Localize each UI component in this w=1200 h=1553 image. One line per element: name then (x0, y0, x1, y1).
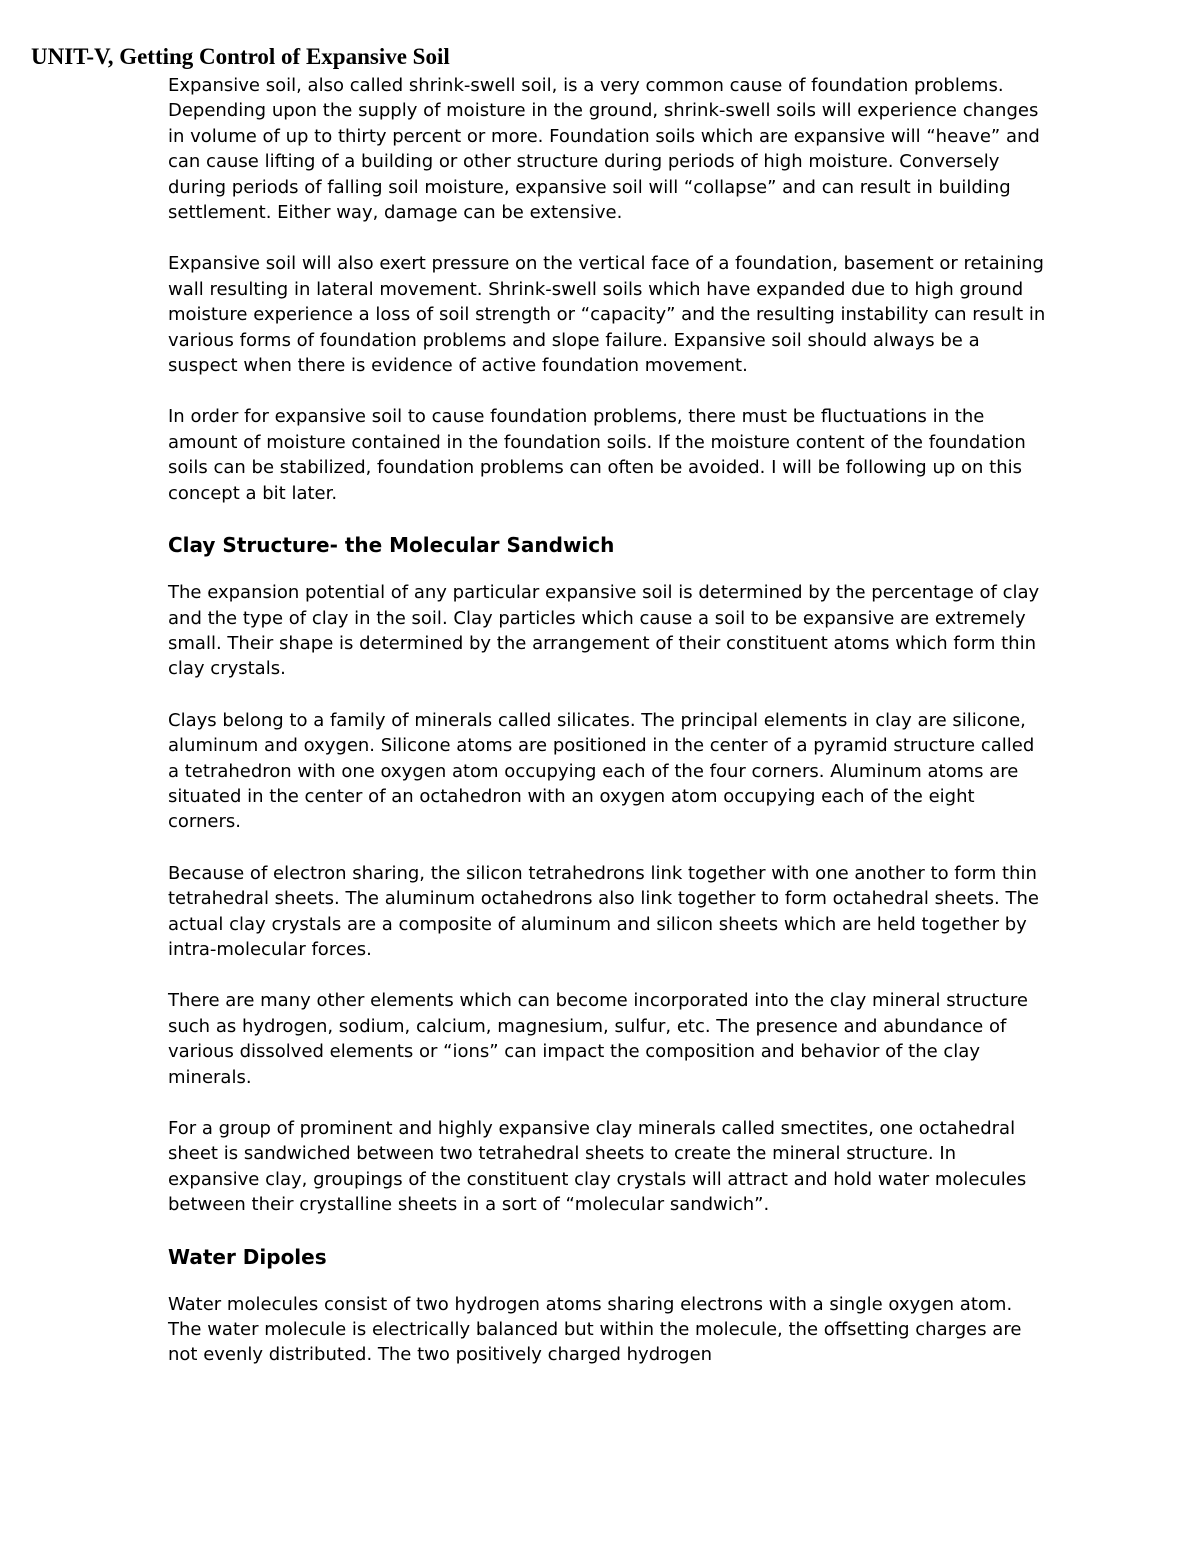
intro-paragraph-2: Expansive soil will also exert pressure on the vertical face of a foundation, basement or retaining wall resulting in lateral movement. Shrink-swell soils which have expanded due to high ground moisture experience a loss of soil strength or “capacity” and the resulting instability can result in various forms of foundation problems and slope failure. Expansive soil should always be a suspect when there is evidence of active foundation movement. (168, 253, 1046, 377)
section-heading-water-dipoles: Water Dipoles (168, 1244, 327, 1269)
clay-paragraph-5: For a group of prominent and highly expansive clay minerals called smectites, one octahedral sheet is sandwiched between two tetrahedral sheets to create the mineral structure. In expansive clay, groupings of the constituent clay crystals will attract and hold water molecules between their crystalline sheets in a sort of “molecular sandwich”. (168, 1118, 1027, 1216)
intro-paragraph-1: Expansive soil, also called shrink-swell soil, is a very common cause of foundation problems. Depending upon the supply of moisture in the ground, shrink-swell soils will experience changes in volume of up to thirty percent or more. Foundation soils which are expansive will “heave” and can cause lifting of a building or other structure during periods of high moisture. Conversely during periods of falling soil moisture, expansive soil will “collapse” and can result in building settlement. Either way, damage can be extensive. (168, 75, 1040, 224)
section-heading-clay-structure: Clay Structure- the Molecular Sandwich (168, 533, 615, 558)
intro-paragraph-3: In order for expansive soil to cause foundation problems, there must be fluctuations in the amount of moisture contained in the foundation soils. If the moisture content of the foundation soils can be stabilized, foundation problems can often be avoided. I will be following up on this concept a bit later. (168, 406, 1026, 504)
water-paragraph-1: Water molecules consist of two hydrogen atoms sharing electrons with a single oxygen atom. The water molecule is electrically balanced but within the molecule, the offsetting charges are not evenly distributed. The two positively charged hydrogen (168, 1293, 1022, 1366)
clay-paragraph-4: There are many other elements which can become incorporated into the clay mineral structure such as hydrogen, sodium, calcium, magnesium, sulfur, etc. The presence and abundance of various dissolved elements or “ions” can impact the composition and behavior of the clay minerals. (168, 990, 1028, 1088)
document-body (168, 73, 1048, 1394)
document-title: UNIT-V, Getting Control of Expansive Soil (31, 44, 450, 69)
clay-paragraph-3: Because of electron sharing, the silicon tetrahedrons link together with one another to form thin tetrahedral sheets. The aluminum octahedrons also link together to form octahedral sheets. The actual clay crystals are a composite of aluminum and silicon sheets which are held together by intra-molecular forces. (168, 862, 1039, 960)
clay-paragraph-1: The expansion potential of any particular expansive soil is determined by the percentage of clay and the type of clay in the soil. Clay particles which cause a soil to be expansive are extremely small. Their shape is determined by the arrangement of their constituent atoms which form thin clay crystals. (168, 582, 1040, 680)
clay-paragraph-2: Clays belong to a family of minerals called silicates. The principal elements in clay are silicone, aluminum and oxygen. Silicone atoms are positioned in the center of a pyramid structure called a tetrahedron with one oxygen atom occupying each of the four corners. Aluminum atoms are situated in the center of an octahedron with an oxygen atom occupying each of the eight corners. (168, 709, 1035, 833)
